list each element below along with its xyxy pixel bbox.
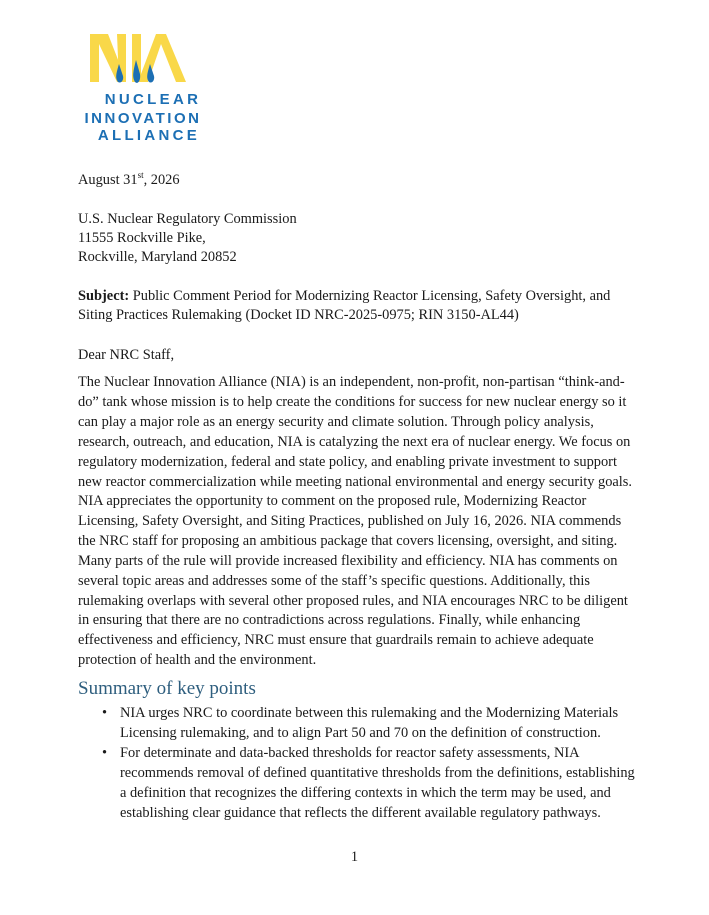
- bullet-marker: •: [102, 705, 108, 721]
- subject-line-1: Subject: Public Comment Period for Modernizing Reactor Licensing, Safety Oversight, and: [78, 288, 611, 304]
- nia-logo-mark: [88, 30, 188, 86]
- list-item: • NIA urges NRC to coordinate between this rulemaking and the Modernizing Materials Licensing rulemaking, and to align Part 50 and 70 on the definition of construction.: [102, 705, 619, 741]
- address-line-1: U.S. Nuclear Regulatory Commission: [78, 211, 297, 227]
- logo-text-innovation: INNOVATION: [84, 110, 202, 127]
- page-number: 1: [350, 849, 359, 865]
- bullet-marker: •: [102, 744, 108, 761]
- subject-line-2: Siting Practices Rulemaking (Docket ID NRC-2025-0975; RIN 3150-AL44): [78, 307, 519, 323]
- subject-label: Subject:: [78, 288, 130, 304]
- salutation: Dear NRC Staff,: [78, 347, 175, 363]
- list-item: • For determinate and data-backed thresholds for reactor safety assessments, NIA recommends removal of defined quantitative thresholds from the definitions, establishing a definition that recognizes the differing contexts in which the term may be used, and establishing clear guidance that reflects the different available regulatory pathways.: [102, 744, 635, 821]
- logo-text-nuclear: NUCLEAR: [104, 91, 202, 108]
- letter-date: August 31st, 2026: [78, 170, 180, 188]
- summary-bullet-list: [100, 704, 640, 823]
- nia-logo: [84, 30, 224, 148]
- summary-heading: Summary of key points: [78, 678, 256, 699]
- address-line-3: Rockville, Maryland 20852: [78, 249, 237, 265]
- paragraph-intro: The Nuclear Innovation Alliance (NIA) is an independent, non-profit, non-partisan “think-and- do” tank whose mission is to help create the conditions for success for new nuclear energy so it can play a major role as an energy security and climate solution. Through policy analysis, research, outreach, and education, NIA is catalyzing the next era of nuclear energy. We focus on regulatory modernization, federal and state policy, and enabling private investment to support new reactor commercialization while meeting national environmental and energy security goals.: [78, 374, 632, 490]
- paragraph-comments: NIA appreciates the opportunity to comment on the proposed rule, Modernizing Reactor Licensing, Safety Oversight, and Siting Practices, published on July 16, 2026. NIA commends the NRC staff for proposing an ambitious package that covers licensing, oversight, and siting. Many parts of the rule will provide increased flexibility and efficiency. NIA has comments on several topic areas and addresses some of the staff’s specific questions. Additionally, this rulemaking overlaps with several other proposed rules, and NIA encourages NRC to be diligent in ensuring that there are no contradictions across regulations. Finally, while enhancing effectiveness and efficiency, NRC must ensure that guardrails remain to achieve adequate protection of health and the environment.: [78, 493, 628, 669]
- logo-text-alliance: ALLIANCE: [97, 127, 201, 144]
- address-line-2: 11555 Rockville Pike,: [78, 230, 206, 246]
